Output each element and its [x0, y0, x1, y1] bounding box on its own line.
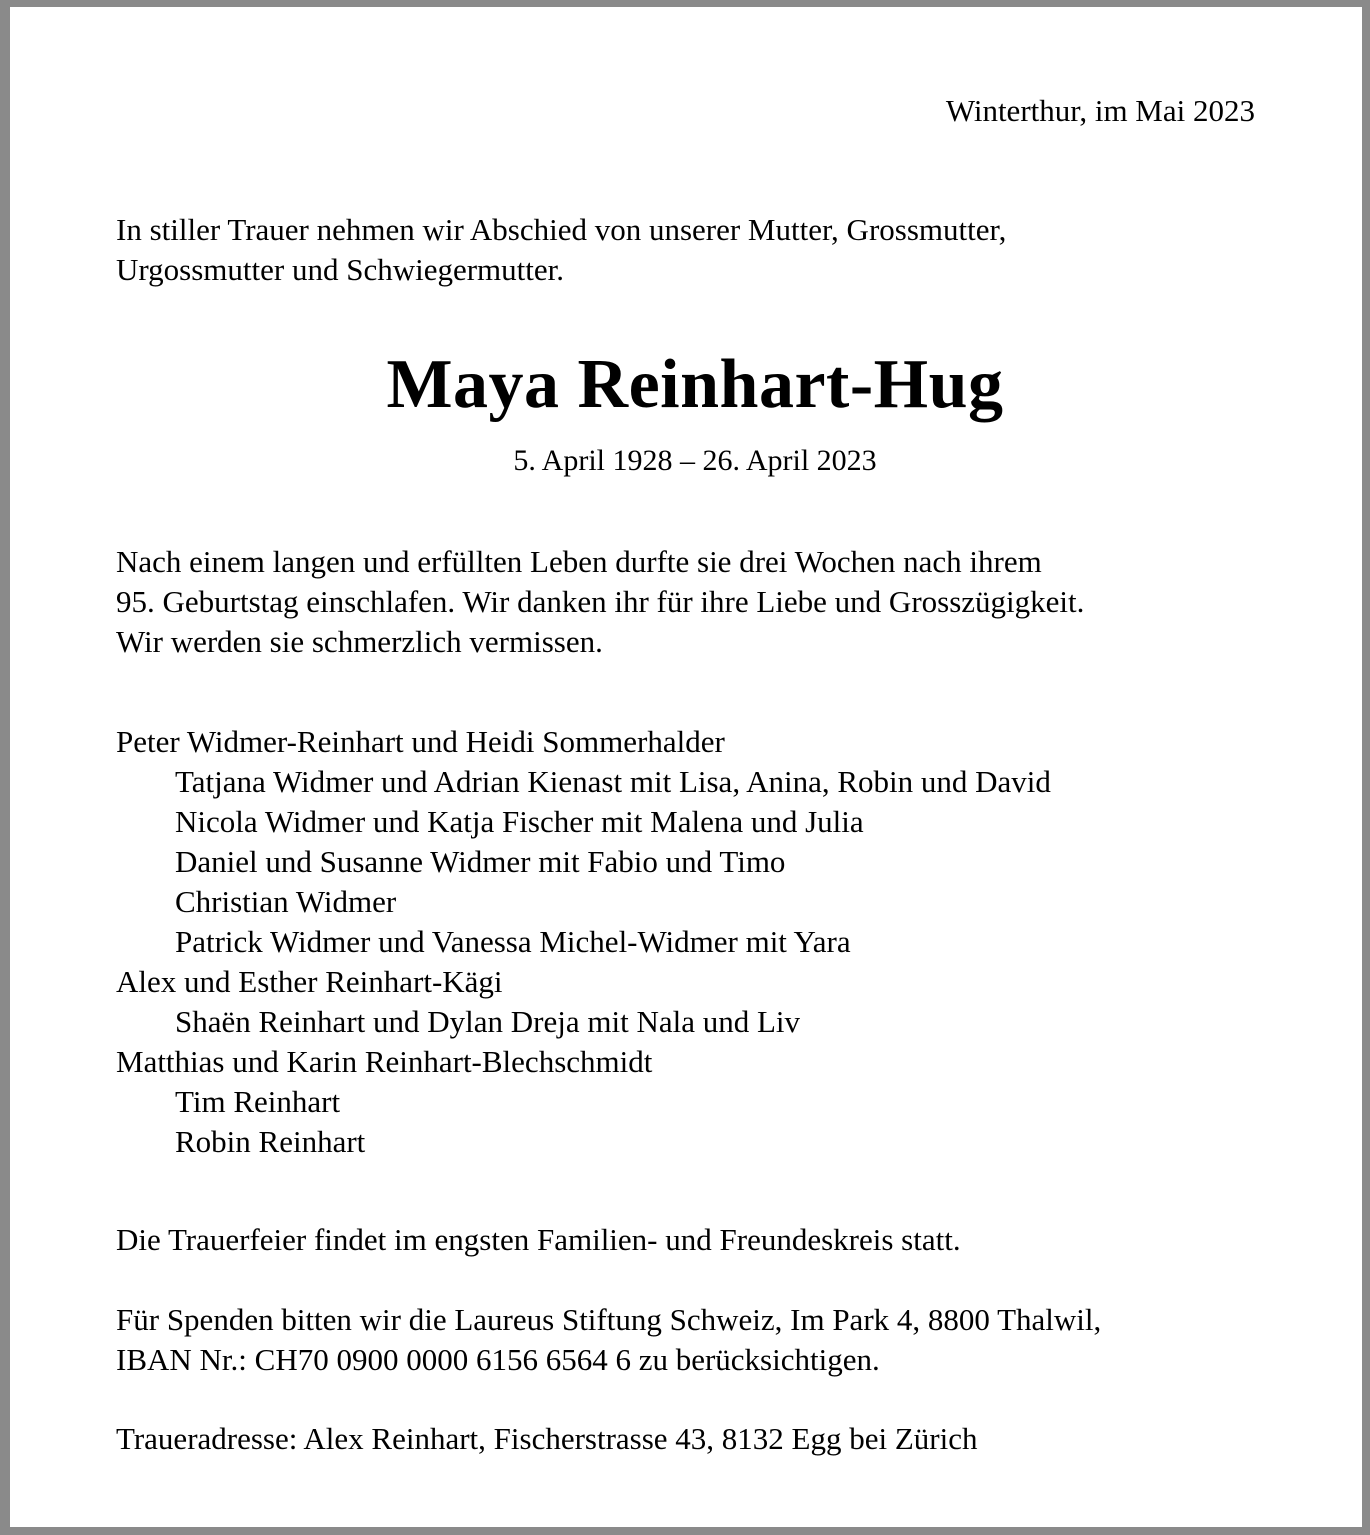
mourning-address: Traueradresse: Alex Reinhart, Fischerstrasse 43, 8132 Egg bei Zürich — [116, 1421, 978, 1456]
place-date: Winterthur, im Mai 2023 — [945, 93, 1255, 128]
mourner-family-member: Patrick Widmer und Vanessa Michel-Widmer mit Yara — [175, 924, 851, 959]
mourners-list — [116, 722, 1051, 1162]
mourner-family-head: Peter Widmer-Reinhart und Heidi Sommerhalder — [116, 724, 725, 759]
mourner-family-member: Tim Reinhart — [175, 1084, 341, 1119]
tribute-line: Nach einem langen und erfüllten Leben durfte sie drei Wochen nach ihrem — [116, 544, 1042, 579]
mourner-family-member: Daniel und Susanne Widmer mit Fabio und Timo — [175, 844, 786, 879]
donation-line: Für Spenden bitten wir die Laureus Stiftung Schweiz, Im Park 4, 8800 Thalwil, — [116, 1302, 1102, 1337]
life-dates: 5. April 1928 – 26. April 2023 — [513, 444, 877, 477]
intro-text — [116, 210, 1006, 290]
tribute-line: Wir werden sie schmerzlich vermissen. — [116, 624, 603, 659]
intro-line: Urgossmutter und Schwiegermutter. — [116, 252, 565, 287]
mourner-family-member: Robin Reinhart — [175, 1124, 366, 1159]
deceased-name: Maya Reinhart-Hug — [386, 346, 1004, 423]
tribute-line: 95. Geburtstag einschlafen. Wir danken ihr für ihre Liebe und Grosszügigkeit. — [116, 584, 1085, 619]
mourner-family-member: Nicola Widmer und Katja Fischer mit Malena und Julia — [175, 804, 864, 839]
mourner-family-head: Alex und Esther Reinhart-Kägi — [116, 964, 503, 999]
mourner-family-member: Tatjana Widmer und Adrian Kienast mit Lisa, Anina, Robin und David — [175, 764, 1051, 799]
donation-info — [116, 1300, 1101, 1380]
mourner-family-member: Shaën Reinhart und Dylan Dreja mit Nala und Liv — [175, 1004, 801, 1039]
mourner-family-head: Matthias und Karin Reinhart-Blechschmidt — [116, 1044, 653, 1079]
tribute-text — [116, 542, 1084, 662]
ceremony-info: Die Trauerfeier findet im engsten Familien- und Freundeskreis statt. — [116, 1222, 961, 1257]
mourner-family-member: Christian Widmer — [175, 884, 397, 919]
intro-line: In stiller Trauer nehmen wir Abschied von unserer Mutter, Grossmutter, — [116, 212, 1007, 247]
donation-line: IBAN Nr.: CH70 0900 0000 6156 6564 6 zu berücksichtigen. — [116, 1342, 880, 1377]
